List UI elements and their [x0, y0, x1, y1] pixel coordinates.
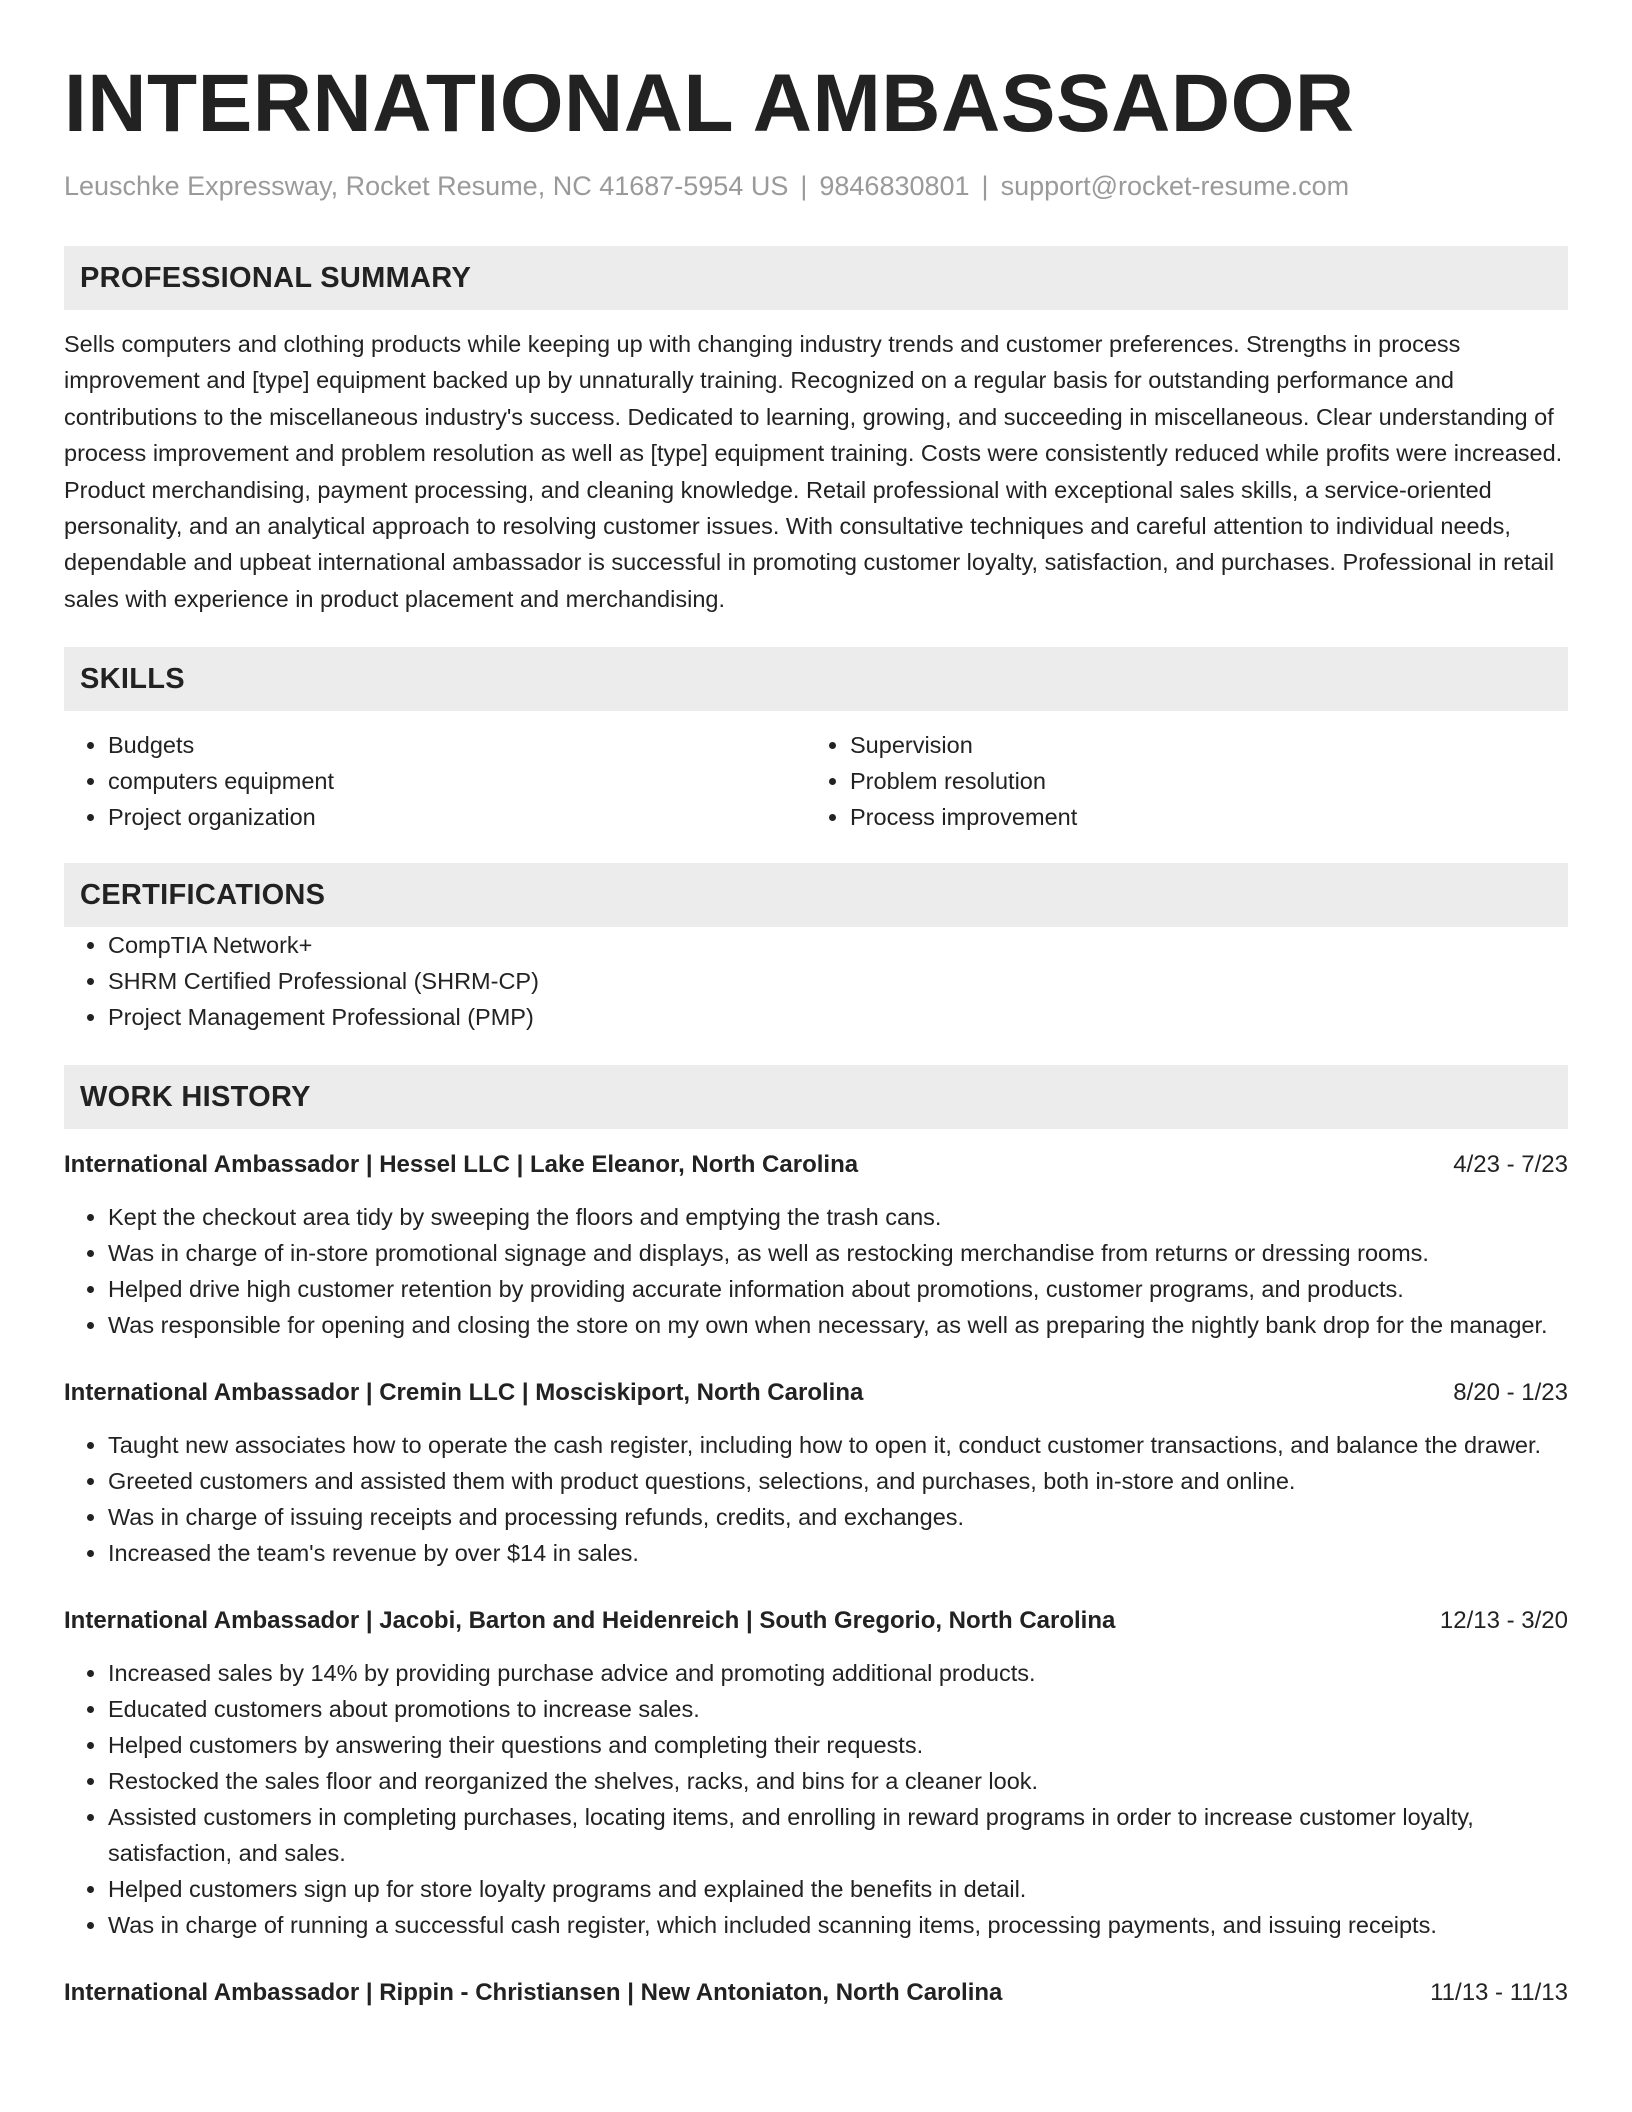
- skills-list-left: [64, 727, 806, 835]
- job-bullet: • Kept the checkout area tidy by sweeping the floors and emptying the trash cans.: [108, 1199, 1568, 1235]
- job-bullet: • Was in charge of running a successful cash register, which included scanning items, processing payments, and issuing receipts.: [108, 1907, 1568, 1943]
- job-bullets: [64, 1199, 1568, 1343]
- certification-item: • CompTIA Network+: [108, 927, 1568, 963]
- skill-item: • Project organization: [108, 799, 806, 835]
- skills-column-right: [806, 727, 1548, 835]
- job-bullet: • Was in charge of issuing receipts and processing refunds, credits, and exchanges.: [108, 1499, 1568, 1535]
- certification-item: • Project Management Professional (PMP): [108, 999, 1568, 1035]
- certifications-section: [64, 863, 1568, 1035]
- candidate-name: INTERNATIONAL AMBASSADOR: [64, 58, 1355, 149]
- resume-page: [64, 0, 1568, 2011]
- skills-section: [64, 647, 1568, 835]
- job-dates: 4/23 - 7/23: [1453, 1151, 1568, 1179]
- job-bullet: • Helped customers sign up for store loyalty programs and explained the benefits in detail.: [108, 1871, 1568, 1907]
- job-bullet: • Educated customers about promotions to increase sales.: [108, 1691, 1568, 1727]
- professional-summary-section: [64, 246, 1568, 617]
- job-title: International Ambassador | Jacobi, Barton and Heidenreich | South Gregorio, North Carolina: [64, 1607, 1116, 1635]
- job-bullet: • Was in charge of in-store promotional signage and displays, as well as restocking merchandise from returns or dressing rooms.: [108, 1235, 1568, 1271]
- job-bullet: • Helped drive high customer retention by providing accurate information about promotions, customer programs, and products.: [108, 1271, 1568, 1307]
- section-heading-work-history: WORK HISTORY: [64, 1065, 1568, 1129]
- skill-item: • Supervision: [850, 727, 1548, 763]
- job-bullet: • Assisted customers in completing purchases, locating items, and enrolling in reward programs in order to increase customer loyalty, satisfaction, and sales.: [108, 1799, 1568, 1871]
- summary-paragraph: Sells computers and clothing products while keeping up with changing industry trends and customer preferences. Strengths in process improvement and [type] equipment backed up by unnaturally training. Recognized on a regular basis for outstanding performance and contributions to the miscellaneous industry's success. Dedicated to learning, growing, and succeeding in miscellaneous. Clear understanding of process improvement and problem resolution as well as [type] equipment training. Costs were consistently reduced while profits were increased. Product merchandising, payment processing, and cleaning knowledge. Retail professional with exceptional sales skills, a service-oriented personality, and an analytical approach to resolving customer issues. With consultative techniques and careful attention to individual needs, dependable and upbeat international ambassador is successful in promoting customer loyalty, satisfaction, and purchases. Professional in retail sales with experience in product placement and merchandising.: [64, 331, 1563, 612]
- job-entry: [64, 1147, 1568, 1343]
- contact-address: Leuschke Expressway, Rocket Resume, NC 41687-5954 US: [64, 171, 789, 201]
- skills-grid: [64, 727, 1568, 835]
- job-bullet: • Greeted customers and assisted them with product questions, selections, and purchases, both in-store and online.: [108, 1463, 1568, 1499]
- skill-item: • Budgets: [108, 727, 806, 763]
- skills-column-left: [64, 727, 806, 835]
- job-bullet: • Increased sales by 14% by providing purchase advice and promoting additional products.: [108, 1655, 1568, 1691]
- job-bullet: • Taught new associates how to operate the cash register, including how to open it, conduct customer transactions, and balance the drawer.: [108, 1427, 1568, 1463]
- certification-item: • SHRM Certified Professional (SHRM-CP): [108, 963, 1568, 999]
- job-bullets: [64, 1655, 1568, 1943]
- job-dates: 8/20 - 1/23: [1453, 1379, 1568, 1407]
- section-heading-summary: PROFESSIONAL SUMMARY: [64, 246, 1568, 310]
- job-header: [64, 1147, 1568, 1183]
- job-header: [64, 1375, 1568, 1411]
- job-bullets: [64, 1427, 1568, 1571]
- contact-separator: |: [800, 171, 808, 201]
- certifications-list: [64, 927, 1568, 1035]
- contact-separator: |: [981, 171, 989, 201]
- skill-item: • Problem resolution: [850, 763, 1548, 799]
- job-entry: [64, 1375, 1568, 1571]
- work-history-section: [64, 1065, 1568, 2011]
- contact-line: [64, 168, 1568, 204]
- job-title: International Ambassador | Hessel LLC | Lake Eleanor, North Carolina: [64, 1151, 859, 1179]
- job-entry: [64, 1975, 1568, 2011]
- job-bullet: • Was responsible for opening and closing the store on my own when necessary, as well as preparing the nightly bank drop for the manager.: [108, 1307, 1568, 1343]
- section-heading-certifications: CERTIFICATIONS: [64, 863, 1568, 927]
- section-heading-skills: SKILLS: [64, 647, 1568, 711]
- job-title: International Ambassador | Cremin LLC | Mosciskiport, North Carolina: [64, 1379, 864, 1407]
- job-title: International Ambassador | Rippin - Christiansen | New Antoniaton, North Carolina: [64, 1979, 1003, 2007]
- contact-phone: 9846830801: [819, 171, 970, 201]
- skill-item: • Process improvement: [850, 799, 1548, 835]
- job-dates: 11/13 - 11/13: [1430, 1979, 1568, 2007]
- job-bullet: • Helped customers by answering their questions and completing their requests.: [108, 1727, 1568, 1763]
- job-bullet: • Restocked the sales floor and reorganized the shelves, racks, and bins for a cleaner look.: [108, 1763, 1568, 1799]
- job-header: [64, 1975, 1568, 2011]
- skill-item: • computers equipment: [108, 763, 806, 799]
- contact-email: support@rocket-resume.com: [1000, 171, 1350, 201]
- job-entry: [64, 1603, 1568, 1943]
- job-dates: 12/13 - 3/20: [1439, 1607, 1568, 1635]
- job-header: [64, 1603, 1568, 1639]
- skills-list-right: [806, 727, 1548, 835]
- job-bullet: • Increased the team's revenue by over $14 in sales.: [108, 1535, 1568, 1571]
